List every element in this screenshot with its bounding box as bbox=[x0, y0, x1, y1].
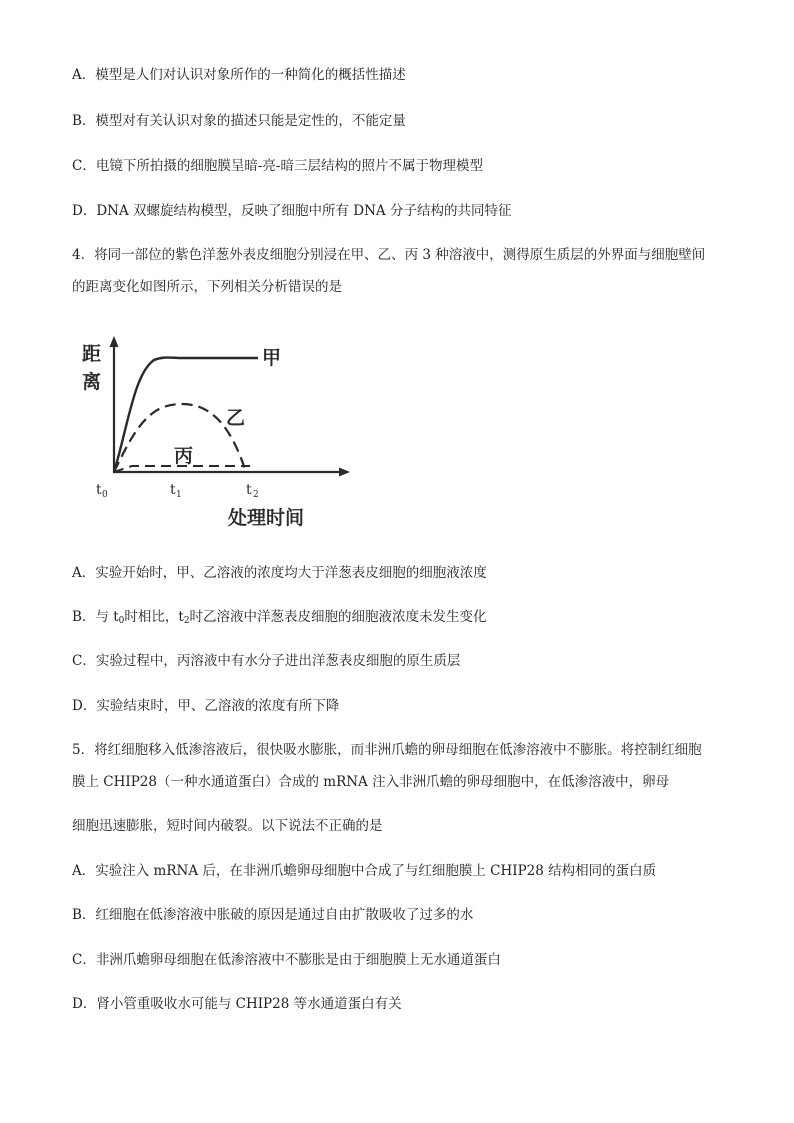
tick-t0-sub: 0 bbox=[102, 490, 108, 500]
q4-stem-line-1: 4．将同一部位的紫色洋葱外表皮细胞分别浸在甲、乙、丙 3 种溶液中，测得原生质层的外界面与细胞壁间 bbox=[72, 247, 706, 263]
y-axis-arrow bbox=[110, 336, 119, 347]
q4-option-b-part-3: 时乙溶液中洋葱表皮细胞的细胞液浓度未发生变化 bbox=[189, 609, 487, 625]
q4-option-b bbox=[72, 608, 487, 630]
tick-t2: t bbox=[246, 482, 252, 498]
q4-option-b-part-1: B．与 t bbox=[72, 609, 119, 625]
tick-t2-sub: 2 bbox=[253, 490, 259, 500]
q3-option-c: C．电镜下所拍摄的细胞膜呈暗-亮-暗三层结构的照片不属于物理模型 bbox=[72, 158, 483, 174]
y-label-char-1: 距 bbox=[82, 343, 102, 365]
curve-bing-label: 丙 bbox=[174, 445, 194, 467]
q4-distance-time-figure bbox=[80, 330, 350, 539]
q5-option-c: C．非洲爪蟾卵母细胞在低渗溶液中不膨胀是由于细胞膜上无水通道蛋白 bbox=[72, 952, 501, 968]
q4-option-d: D．实验结束时，甲、乙溶液的浓度有所下降 bbox=[72, 698, 340, 714]
curve-jia-label: 甲 bbox=[262, 347, 282, 369]
q4-stem-line-2: 的距离变化如图所示，下列相关分析错误的是 bbox=[72, 279, 342, 295]
q3-option-b: B．模型对有关认识对象的描述只能是定性的，不能定量 bbox=[72, 113, 406, 129]
q4-option-a: A．实验开始时，甲、乙溶液的浓度均大于洋葱表皮细胞的细胞液浓度 bbox=[72, 565, 487, 581]
q5-stem-line-2: 膜上 CHIP28（一种水通道蛋白）合成的 mRNA 注入非洲爪蟾的卵母细胞中，在低渗溶液中，卵母 bbox=[72, 774, 670, 790]
y-label-char-2: 离 bbox=[82, 371, 102, 393]
q4-option-b-part-2: 时相比，t bbox=[124, 609, 184, 625]
q5-stem-line-1: 5．将红细胞移入低渗溶液后，很快吸水膨胀，而非洲爪蟾的卵母细胞在低渗溶液中不膨胀。将控制红细胞 bbox=[72, 742, 702, 758]
tick-t1: t bbox=[170, 482, 176, 498]
x-axis-label: 处理时间 bbox=[228, 507, 305, 529]
tick-t0: t bbox=[96, 482, 102, 498]
curve-yi-label: 乙 bbox=[226, 407, 246, 429]
q5-option-a: A．实验注入 mRNA 后，在非洲爪蟾卵母细胞中合成了与红细胞膜上 CHIP28 结构相同的蛋白质 bbox=[72, 863, 657, 879]
q5-stem-line-3: 细胞迅速膨胀，短时间内破裂。以下说法不正确的是 bbox=[72, 818, 383, 834]
q5-option-b: B．红细胞在低渗溶液中胀破的原因是通过自由扩散吸收了过多的水 bbox=[72, 907, 474, 923]
tick-t1-sub: 1 bbox=[176, 490, 182, 500]
q3-option-a: A．模型是人们对认识对象所作的一种简化的概括性描述 bbox=[72, 67, 406, 83]
q3-option-d: D．DNA 双螺旋结构模型，反映了细胞中所有 DNA 分子结构的共同特征 bbox=[72, 203, 512, 219]
q4-option-b-sub-2: 2 bbox=[183, 616, 190, 626]
q4-option-b-sub-1: 0 bbox=[118, 616, 125, 626]
q4-option-c: C．实验过程中，丙溶液中有水分子进出洋葱表皮细胞的原生质层 bbox=[72, 653, 461, 669]
x-axis-arrow bbox=[339, 468, 350, 477]
q5-option-d: D．肾小管重吸收水可能与 CHIP28 等水通道蛋白有关 bbox=[72, 996, 402, 1012]
figure-svg bbox=[80, 330, 350, 535]
